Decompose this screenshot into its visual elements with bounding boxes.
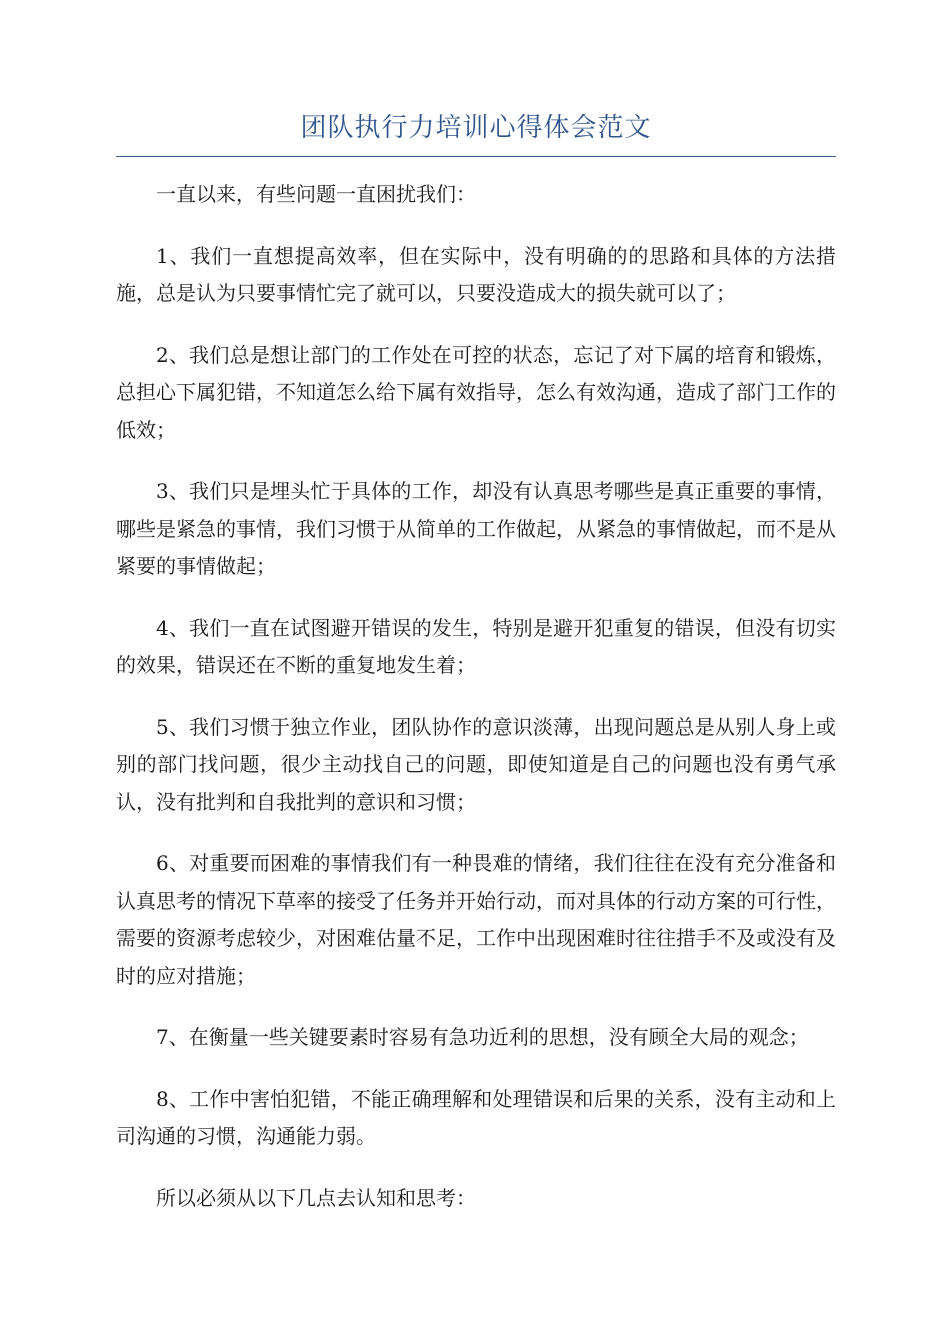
paragraph-item-4: 4、我们一直在试图避开错误的发生，特别是避开犯重复的错误，但没有切实的效果，错误还在不断的重复地发生着；: [116, 615, 836, 677]
paragraph-conclusion: 所以必须从以下几点去认知和思考：: [156, 1185, 476, 1210]
paragraph-item-7: 7、在衡量一些关键要素时容易有急功近利的思想，没有顾全大局的观念；: [156, 1025, 809, 1049]
paragraph-item-3: 3、我们只是埋头忙于具体的工作，却没有认真思考哪些是真正重要的事情，哪些是紧急的事情，我们习惯于从简单的工作做起，从紧急的事情做起，而不是从紧要的事情做起；: [116, 479, 836, 578]
document-body: [116, 176, 836, 1241]
paragraph-item-2: 2、我们总是想让部门的工作处在可控的状态，忘记了对下属的培育和锻炼，总担心下属犯错，不知道怎么给下属有效指导，怎么有效沟通，造成了部门工作的低效；: [116, 342, 836, 442]
paragraph-intro: 一直以来，有些问题一直困扰我们：: [156, 182, 476, 206]
document-title: 团队执行力培训心得体会范文: [300, 113, 652, 143]
title-block: [116, 110, 836, 157]
paragraph-item-8: 8、工作中害怕犯错，不能正确理解和处理错误和后果的关系，没有主动和上司沟通的习惯，沟通能力弱。: [116, 1086, 836, 1148]
paragraph-item-6: 6、对重要而困难的事情我们有一种畏难的情绪，我们往往在没有充分准备和认真思考的情况下草率的接受了任务并开始行动，而对具体的行动方案的可行性，需要的资源考虑较少，对困难估量不足，工作中出现困难时往往措手不及或没有及时的应对措施；: [116, 851, 836, 988]
paragraph-item-5: 5、我们习惯于独立作业，团队协作的意识淡薄，出现问题总是从别人身上或别的部门找问题，很少主动找自己的问题，即使知道是自己的问题也没有勇气承认，没有批判和自我批判的意识和习惯；: [116, 714, 836, 814]
paragraph-item-1: 1、我们一直想提高效率，但在实际中，没有明确的的思路和具体的方法措施，总是认为只要事情忙完了就可以，只要没造成大的损失就可以了；: [116, 243, 836, 305]
